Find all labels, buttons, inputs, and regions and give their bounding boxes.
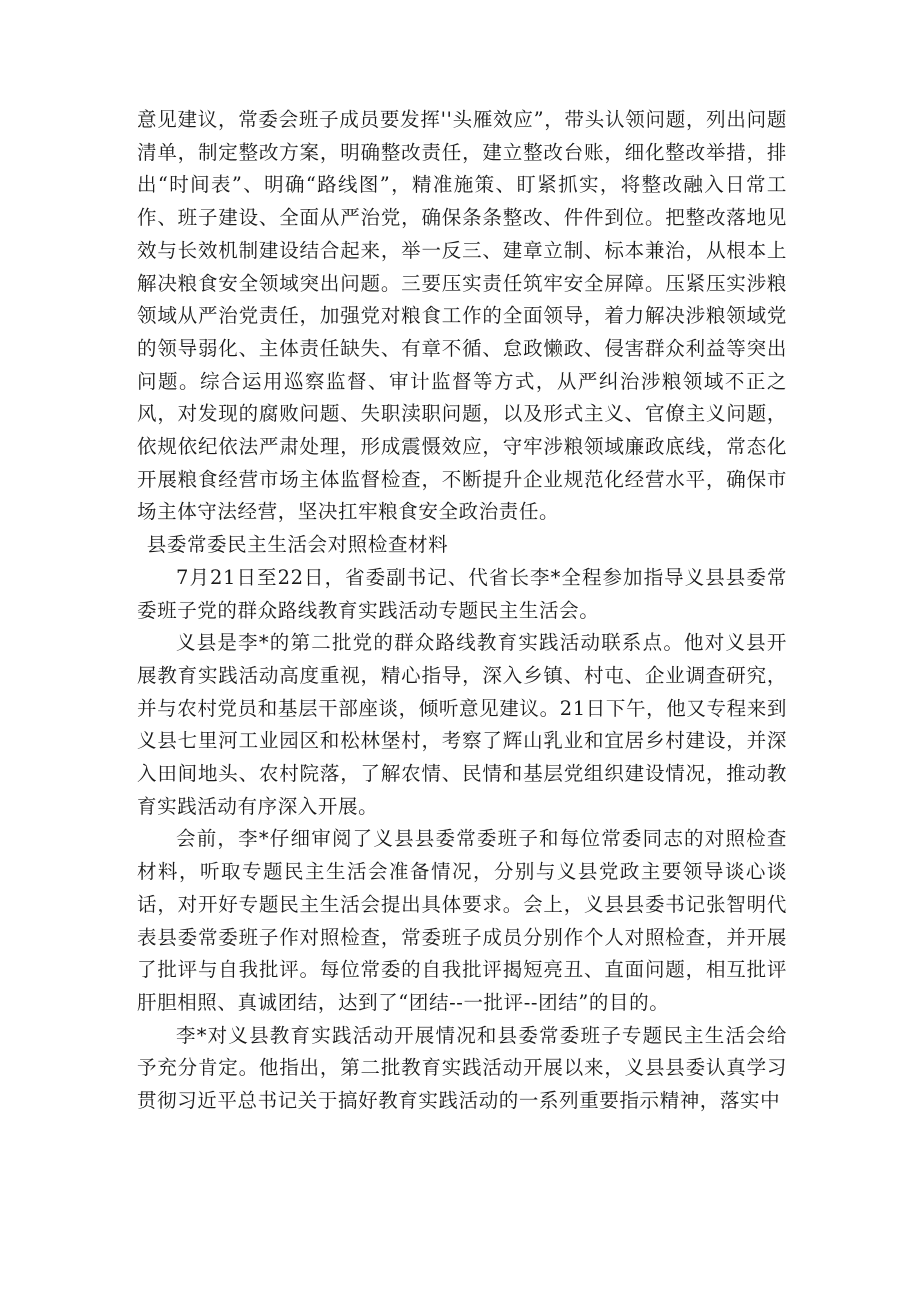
- intro-paragraph: 意见建议，常委会班子成员要发挥''头雁效应”，带头认领问题，列出问题清单，制定整改方案，明确整改责任，建立整改台账，细化整改举措，排出“时间表”、明确“路线图”，精准施策、盯紧抓实，将整改融入日常工作、班子建设、全面从严治党，确保条条整改、件件到位。把整改落地见效与长效机制建设结合起来，举一反三、建章立制、标本兼治，从根本上解决粮食安全领域突出问题。三要压实责任筑牢安全屏障。压紧压实涉粮领域从严治党责任，加强党对粮食工作的全面领导，着力解决涉粮领域党的领导弱化、主体责任缺失、有章不循、怠政懒政、侵害群众利益等突出问题。综合运用巡察监督、审计监督等方式，从严纠治涉粮领域不正之风，对发现的腐败问题、失职渎职问题，以及形式主义、官僚主义问题，依规依纪依法严肃处理，形成震慑效应，守牢涉粮领域廉政底线，常态化开展粮食经营市场主体监督检查，不断提升企业规范化经营水平，确保市场主体守法经营，坚决扛牢粮食安全政治责任。: [137, 108, 787, 524]
- section-title: 县委常委民主生活会对照检查材料: [146, 533, 449, 557]
- body-paragraph-1: 7月21日至22日，省委副书记、代省长李*全程参加指导义县县委常委班子党的群众路线教育实践活动专题民主生活会。: [137, 565, 787, 622]
- body-paragraph-3: 会前，李*仔细审阅了义县县委常委班子和每位常委同志的对照检查材料，听取专题民主生活会准备情况，分别与义县党政主要领导谈心谈话，对开好专题民主生活会提出具体要求。会上，义县县委书记张智明代表县委常委班子作对照检查，常委班子成员分别作个人对照检查，并开展了批评与自我批评。每位常委的自我批评揭短亮丑、直面问题，相互批评肝胆相照、真诚团结，达到了“团结--一批评--团结”的目的。: [137, 827, 787, 1014]
- body-paragraph-2: 义县是李*的第二批党的群众路线教育实践活动联系点。他对义县开展教育实践活动高度重视，精心指导，深入乡镇、村屯、企业调查研究，并与农村党员和基层干部座谈，倾听意见建议。21日下午，他又专程来到义县七里河工业园区和松林堡村，考察了辉山乳业和宜居乡村建设，并深入田间地头、农村院落，了解农情、民情和基层党组织建设情况，推动教育实践活动有序深入开展。: [137, 631, 787, 818]
- document-body: [137, 104, 787, 1118]
- body-paragraph-4: 李*对义县教育实践活动开展情况和县委常委班子专题民主生活会给予充分肯定。他指出，第二批教育实践活动开展以来，义县县委认真学习贯彻习近平总书记关于搞好教育实践活动的一系列重要指示精神，落实中: [137, 1023, 787, 1113]
